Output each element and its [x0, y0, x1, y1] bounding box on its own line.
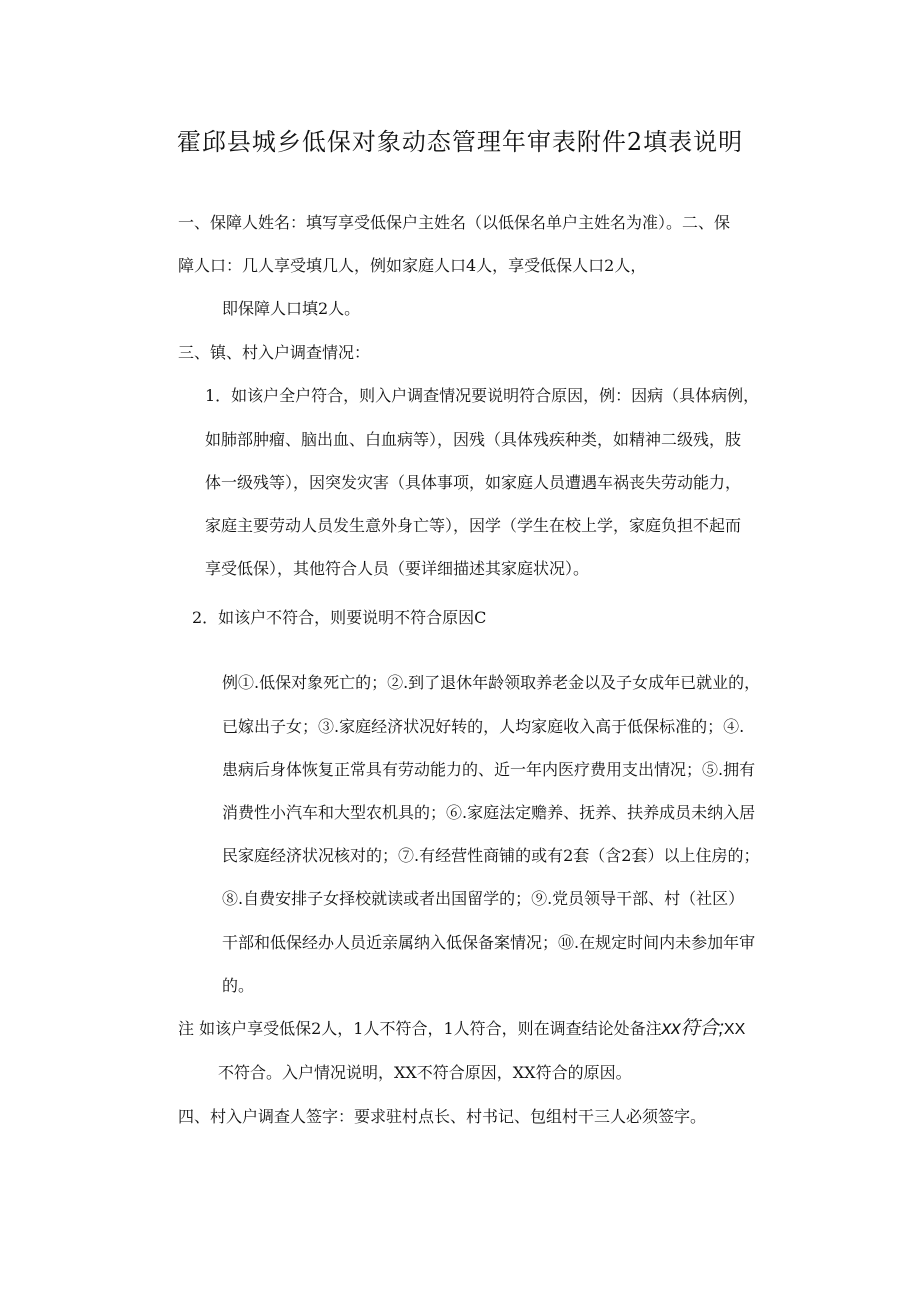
paragraph-line: 已嫁出子女；③.家庭经济状况好转的，人均家庭收入高于低保标准的；④. [222, 717, 745, 736]
paragraph-line: 的。 [222, 976, 255, 995]
paragraph-line: 消费性小汽车和大型农机具的；⑥.家庭法定赡养、抚养、扶养成员未纳入居 [222, 803, 756, 822]
document-title: 霍邱县城乡低保对象动态管理年审表附件2填表说明 [176, 128, 744, 156]
paragraph-line: ⑧.自费安排子女择校就读或者出国留学的；⑨.党员领导干部、村（社区） [222, 889, 745, 908]
paragraph-line: 例①.低保对象死亡的；②.到了退休年龄领取养老金以及子女成年已就业的， [222, 673, 761, 692]
paragraph-line: 家庭主要劳动人员发生意外身亡等），因学（学生在校上学，家庭负担不起而 [205, 516, 742, 535]
paragraph-line: 享受低保），其他符合人员（要详细描述其家庭状况）。 [205, 559, 590, 578]
paragraph-line: 即保障人口填2人。 [222, 299, 361, 318]
paragraph-line: 不符合。入户情况说明，XX不符合原因，XX符合的原因。 [218, 1063, 632, 1082]
paragraph-line: 1．如该户全户符合，则入户调查情况要说明符合原因，例：因病（具体病例， [205, 386, 760, 405]
paragraph-line: 障人口：几人享受填几人，例如家庭人口4人，享受低保人口2人， [178, 256, 647, 275]
paragraph-line: 一、保障人姓名：填写享受低保户主姓名（以低保名单户主姓名为准）。二、保 [178, 213, 731, 232]
section-heading: 三、镇、村入户调查情况： [178, 343, 371, 362]
section-heading: 四、村入户调查人签字：要求驻村点长、村书记、包组村干三人必须签字。 [178, 1107, 707, 1126]
note-xx-text: XX [723, 1021, 746, 1038]
paragraph-line: 患病后身体恢复正常具有劳动能力的、近一年内医疗费用支出情况；⑤.拥有 [222, 760, 756, 779]
note-line [178, 1018, 745, 1041]
paragraph-line: 民家庭经济状况核对的；⑦.有经营性商铺的或有2套（含2套）以上住房的； [222, 846, 760, 865]
note-text: 注 如该户享受低保2人，1人不符合，1人符合，则在调查结论处备注 [178, 1019, 662, 1038]
paragraph-line: 如肺部肿瘤、脑出血、白血病等），因残（具体残疾种类，如精神二级残，肢 [205, 430, 742, 449]
paragraph-line: 2．如该户不符合，则要说明不符合原因C [192, 608, 487, 627]
paragraph-line: 干部和低保经办人员近亲属纳入低保备案情况；⑩.在规定时间内未参加年审 [222, 933, 756, 952]
paragraph-line: 体一级残等），因突发灾害（具体事项，如家庭人员遭遇车祸丧失劳动能力， [205, 473, 742, 492]
note-italic-text: xx符合; [661, 1018, 724, 1039]
